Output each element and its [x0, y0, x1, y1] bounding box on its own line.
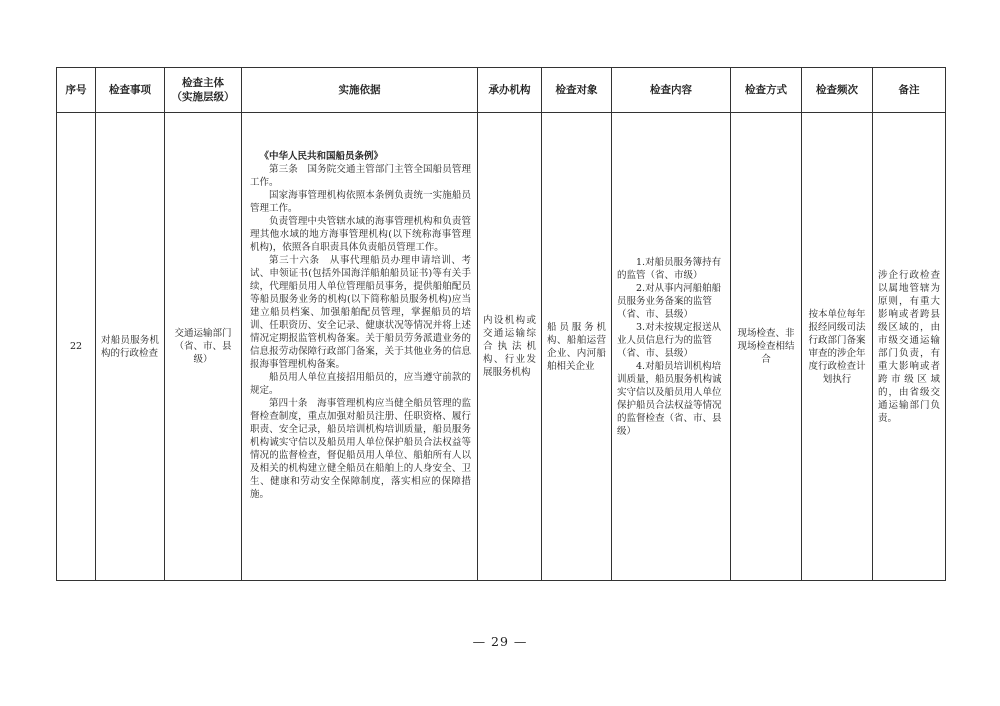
- content-item: 1.对船员服务簿持有的监管（省、市级）: [617, 256, 722, 281]
- basis-paragraph: 第三十六条 从事代理船员办理申请培训、考试、申领证书(包括外国海洋船舶船员证书)等有关手续，代理船员用人单位管理船员事务，提供船舶配员等船员服务业务的机构(以下简称船员服务机构)应当建立船员档案、加强船舶配员管理，掌握船员的培训、任职资历、安全记录、健康状况等情况并将上述情况定期报监管机构备案。关于船员劳务派遣业务的信息报劳动保障行政部门备案，关于其他业务的信息报海事管理机构备案。: [250, 255, 471, 370]
- header-subject-line1: 检查主体: [182, 77, 224, 89]
- cell-remark: 涉企行政检查以属地管辖为原则，有重大影响或者跨县级区域的，由市级交通运输部门负责，有重大影响或者跨市级区域的，由省级交通运输部门负责。: [873, 113, 946, 581]
- header-basis: 实施依据: [242, 68, 478, 113]
- cell-target: 船员服务机构、船舶运营企业、内河船舶相关企业: [542, 113, 612, 581]
- cell-basis: [242, 113, 478, 581]
- basis-paragraph: 第三条 国务院交通主管部门主管全国船员管理工作。: [250, 164, 471, 188]
- cell-content: [612, 113, 731, 581]
- header-row: [57, 68, 946, 113]
- cell-frequency: 按本单位每年报经同级司法行政部门备案审查的涉企年度行政检查计划执行: [802, 113, 873, 581]
- header-frequency: 检查频次: [802, 68, 873, 113]
- content-item: 4.对船员培训机构培训质量，船员服务机构诚实守信以及船员用人单位保护船员合法权益等情况的监督检查（省、市、县级）: [617, 360, 722, 437]
- content-item: 3.对未按规定报送从业人员信息行为的监管（省、市、县级）: [617, 321, 722, 359]
- basis-paragraph: 负责管理中央管辖水域的海事管理机构和负责管理其他水域的地方海事管理机构(以下统称海事管理机构)，依照各自职责具体负责船员管理工作。: [250, 216, 471, 253]
- table-row: [57, 113, 946, 581]
- header-subject: [165, 68, 242, 113]
- header-content: 检查内容: [612, 68, 731, 113]
- header-item: 检查事项: [96, 68, 165, 113]
- cell-no: 22: [57, 113, 96, 581]
- cell-agency: 内设机构或交通运输综合执法机构、行业发展服务机构: [478, 113, 542, 581]
- cell-subject: 交通运输部门（省、市、县级）: [165, 113, 242, 581]
- cell-method: 现场检查、非现场检查相结合: [731, 113, 802, 581]
- basis-paragraph: 船员用人单位直接招用船员的，应当遵守前款的规定。: [250, 372, 471, 396]
- header-target: 检查对象: [542, 68, 612, 113]
- basis-paragraph: 国家海事管理机构依照本条例负责统一实施船员管理工作。: [250, 190, 471, 214]
- header-subject-line2: （实施层级）: [171, 91, 235, 103]
- page-number: — 29 —: [472, 634, 528, 649]
- basis-paragraph: 第四十条 海事管理机构应当健全船员管理的监督检查制度，重点加强对船员注册、任职资格、履行职责、安全记录，船员培训机构培训质量，船员服务机构诚实守信以及船员用人单位保护船员合法权益等情况的监督检查，督促船员用人单位、船舶所有人以及相关的机构建立健全船员在船舶上的人身安全、卫生、健康和劳动安全保障制度，落实相应的保障措施。: [250, 398, 471, 500]
- inspection-table: [56, 67, 946, 581]
- header-agency: 承办机构: [478, 68, 542, 113]
- basis-law-title: 《中华人民共和国船员条例》: [259, 151, 384, 162]
- header-no: 序号: [57, 68, 96, 113]
- header-remark: 备注: [873, 68, 946, 113]
- header-method: 检查方式: [731, 68, 802, 113]
- cell-item: 对船员服务机构的行政检查: [96, 113, 165, 581]
- content-item: 2.对从事内河船舶船员服务业务备案的监管（省、市、县级）: [617, 282, 722, 320]
